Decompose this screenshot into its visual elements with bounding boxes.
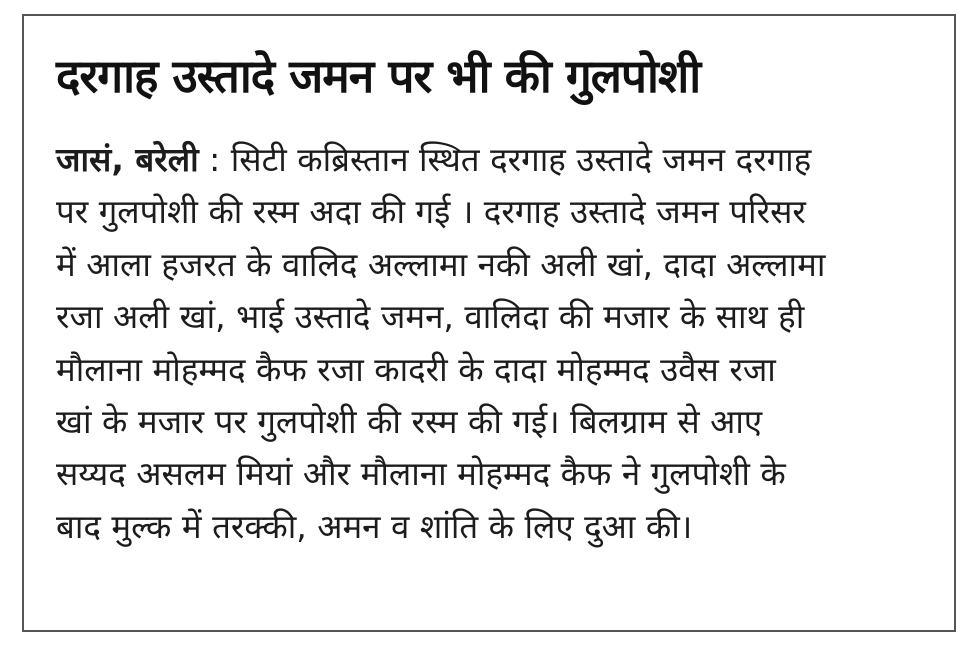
dateline: जासं, बरेली — [56, 140, 199, 179]
article-line-1 — [56, 134, 936, 186]
article-line-7: सय्यद असलम मियां और मौलाना मोहम्मद कैफ ने गुलपोशी के — [56, 454, 786, 494]
article-line-2: पर गुलपोशी की रस्म अदा की गई । दरगाह उस्तादे जमन परिसर — [56, 192, 806, 232]
article-line-5: मौलाना मोहम्मद कैफ रजा कादरी के दादा मोहम्मद उवैस रजा — [56, 349, 776, 389]
article-line-3: में आला हजरत के वालिद अल्लामा नकी अली खां, दादा अल्लामा — [56, 244, 826, 284]
article-body — [56, 134, 936, 553]
article-line-6: खां के मजार पर गुलपोशी की रस्म की गई। बिलग्राम से आए — [56, 401, 763, 441]
article-line-8: बाद मुल्क में तरक्की, अमन व शांति के लिए दुआ की। — [56, 506, 693, 546]
headline: दरगाह उस्तादे जमन पर भी की गुलपोशी — [56, 49, 701, 103]
article-line-4: रजा अली खां, भाई उस्तादे जमन, वालिदा की मजार के साथ ही — [56, 297, 805, 337]
news-clipping — [22, 14, 956, 632]
article-line-1-text: : सिटी कब्रिस्तान स्थित दरगाह उस्तादे जमन दरगाह — [198, 140, 812, 179]
